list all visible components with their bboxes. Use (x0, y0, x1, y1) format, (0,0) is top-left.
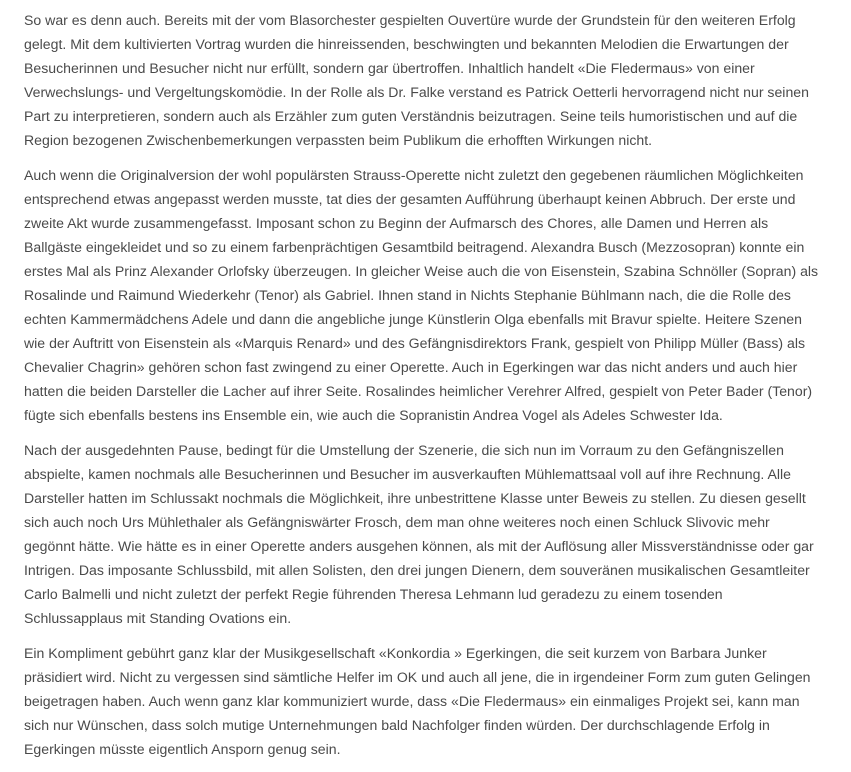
paragraph: So war es denn auch. Bereits mit der vom Blasorchester gespielten Ouvertüre wurde der Grundstein für den weiteren Erfolg gelegt. Mit dem kultivierten Vortrag wurden die hinreissenden, beschwingten und bekannten Melodien die Erwartungen der Besucherinnen und Besucher nicht nur erfüllt, sondern gar übertroffen. Inhaltlich handelt «Die Fledermaus» von einer Verwechslungs- und Vergeltungskomödie. In der Rolle als Dr. Falke verstand es Patrick Oetterli hervorragend nicht nur seinen Part zu interpretieren, sondern auch als Erzähler zum guten Verständnis beizutragen. Seine teils humoristischen und auf die Region bezogenen Zwischenbemerkungen verpassten beim Publikum die erhofften Wirkungen nicht. (24, 12, 809, 148)
article-body (24, 8, 824, 772)
paragraph: Ein Kompliment gebührt ganz klar der Musikgesellschaft «Konkordia » Egerkingen, die seit kurzem von Barbara Junker präsidiert wird. Nicht zu vergessen sind sämtliche Helfer im OK und auch all jene, die in irgendeiner Form zum guten Gelingen beigetragen haben. Auch wenn ganz klar kommuniziert wurde, dass «Die Fledermaus» ein einmaliges Projekt sei, kann man sich nur Wünschen, dass solch mutige Unternehmungen bald Nachfolger finden würden. Der durchschlagende Erfolg in Egerkingen müsste eigentlich Ansporn genug sein. (24, 645, 811, 757)
paragraph: Auch wenn die Originalversion der wohl populärsten Strauss-Operette nicht zuletzt den gegebenen räumlichen Möglichkeiten entsprechend etwas angepasst werden musste, tat dies der gesamten Aufführung überhaupt keinen Abbruch. Der erste und zweite Akt wurde zusammengefasst. Imposant schon zu Beginn der Aufmarsch des Chores, alle Damen und Herren als Ballgäste eingekleidet und so zu einem farbenprächtigen Gesamtbild beitragend. Alexandra Busch (Mezzosopran) konnte ein erstes Mal als Prinz Alexander Orlofsky überzeugen. In gleicher Weise auch die von Eisenstein, Szabina Schnöller (Sopran) als Rosalinde und Raimund Wiederkehr (Tenor) als Gabriel. Ihnen stand in Nichts Stephanie Bühlmann nach, die die Rolle des echten Kammermädchens Adele und dann die angebliche junge Künstlerin Olga ebenfalls mit Bravur spielte. Heitere Szenen wie der Auftritt von Eisenstein als «Marquis Renard» und des Gefängnisdirektors Frank, gespielt von Philipp Müller (Bass) als Chevalier Chagrin» gehören schon fast zwingend zu einer Operette. Auch in Egerkingen war das nicht anders und auch hier hatten die beiden Darsteller die Lacher auf ihrer Seite. Rosalindes heimlicher Verehrer Alfred, gespielt von Peter Bader (Tenor) fügte sich ebenfalls bestens ins Ensemble ein, wie auch die Sopranistin Andrea Vogel als Adeles Schwester Ida. (24, 167, 819, 423)
paragraph: Nach der ausgedehnten Pause, bedingt für die Umstellung der Szenerie, die sich nun im Vorraum zu den Gefängniszellen abspielte, kamen nochmals alle Besucherinnen und Besucher im ausverkauften Mühlemattsaal voll auf ihre Rechnung. Alle Darsteller hatten im Schlussakt nochmals die Möglichkeit, ihre unbestrittene Klasse unter Beweis zu stellen. Zu diesen gesellt sich auch noch Urs Mühlethaler als Gefängniswärter Frosch, dem man ohne weiteres noch einen Schluck Slivovic mehr gegönnt hätte. Wie hätte es in einer Operette anders ausgehen können, als mit der Auflösung aller Missverständnisse oder gar Intrigen. Das imposante Schlussbild, mit allen Solisten, den drei jungen Dienern, dem souveränen musikalischen Gesamtleiter Carlo Balmelli und nicht zuletzt der perfekt Regie führenden Theresa Lehmann lud geradezu zu einem tosenden Schlussapplaus mit Standing Ovations ein. (24, 442, 814, 626)
